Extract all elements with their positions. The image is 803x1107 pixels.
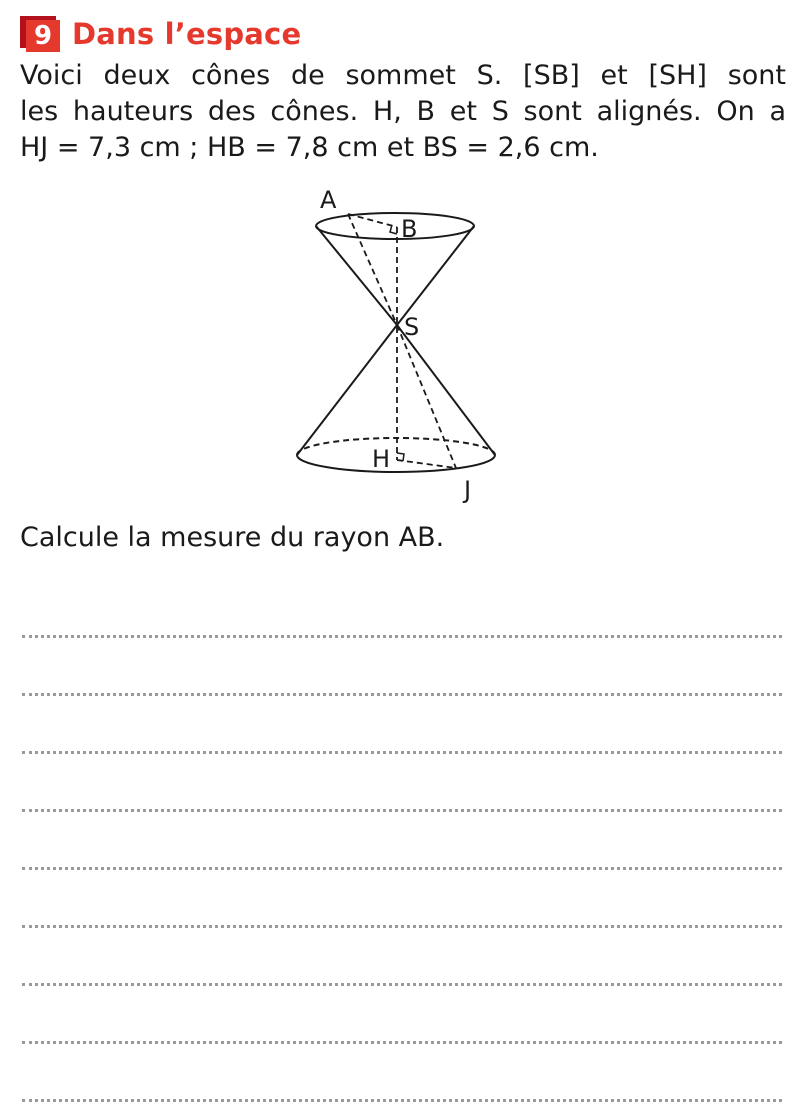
exercise-statement [20,58,786,166]
bottom-cone-side-left [297,325,397,455]
bottom-cone-side-right [397,325,495,455]
exercise-title: Dans l’espace [72,17,302,51]
right-angle-b [390,225,397,234]
generatrix-sj [397,325,456,468]
answer-area[interactable] [22,580,782,1102]
statement-line-2: les hauteurs des cônes. H, B et S sont alignés. On a [20,96,786,127]
double-cone-figure [280,180,520,510]
bottom-cone-base-back [297,438,495,455]
exercise-question: Calcule la mesure du rayon AB. [20,522,445,553]
answer-line[interactable] [22,696,782,754]
label-b: B [401,215,418,243]
double-cone-diagram [280,180,520,510]
radius-hj [397,460,456,468]
label-a: A [320,186,337,214]
answer-line[interactable] [22,870,782,928]
statement-line-1: Voici deux cônes de sommet S. [SB] et [SH] sont [20,60,786,91]
answer-line[interactable] [22,580,782,638]
top-cone-base [316,213,474,239]
radius-ab [348,214,397,227]
answer-line[interactable] [22,638,782,696]
label-s: S [404,313,420,341]
bottom-cone-base-front [297,455,495,472]
label-h: H [372,445,391,473]
answer-line[interactable] [22,1044,782,1102]
answer-line[interactable] [22,928,782,986]
exercise-header [20,14,301,54]
exercise-number: 9 [26,20,60,52]
exercise-number-badge [20,16,62,52]
label-j: J [464,476,472,504]
answer-line[interactable] [22,812,782,870]
statement-line-3: HJ = 7,3 cm ; HB = 7,8 cm et BS = 2,6 cm. [20,132,599,163]
answer-line[interactable] [22,754,782,812]
top-cone-side-left [316,226,397,325]
answer-line[interactable] [22,986,782,1044]
